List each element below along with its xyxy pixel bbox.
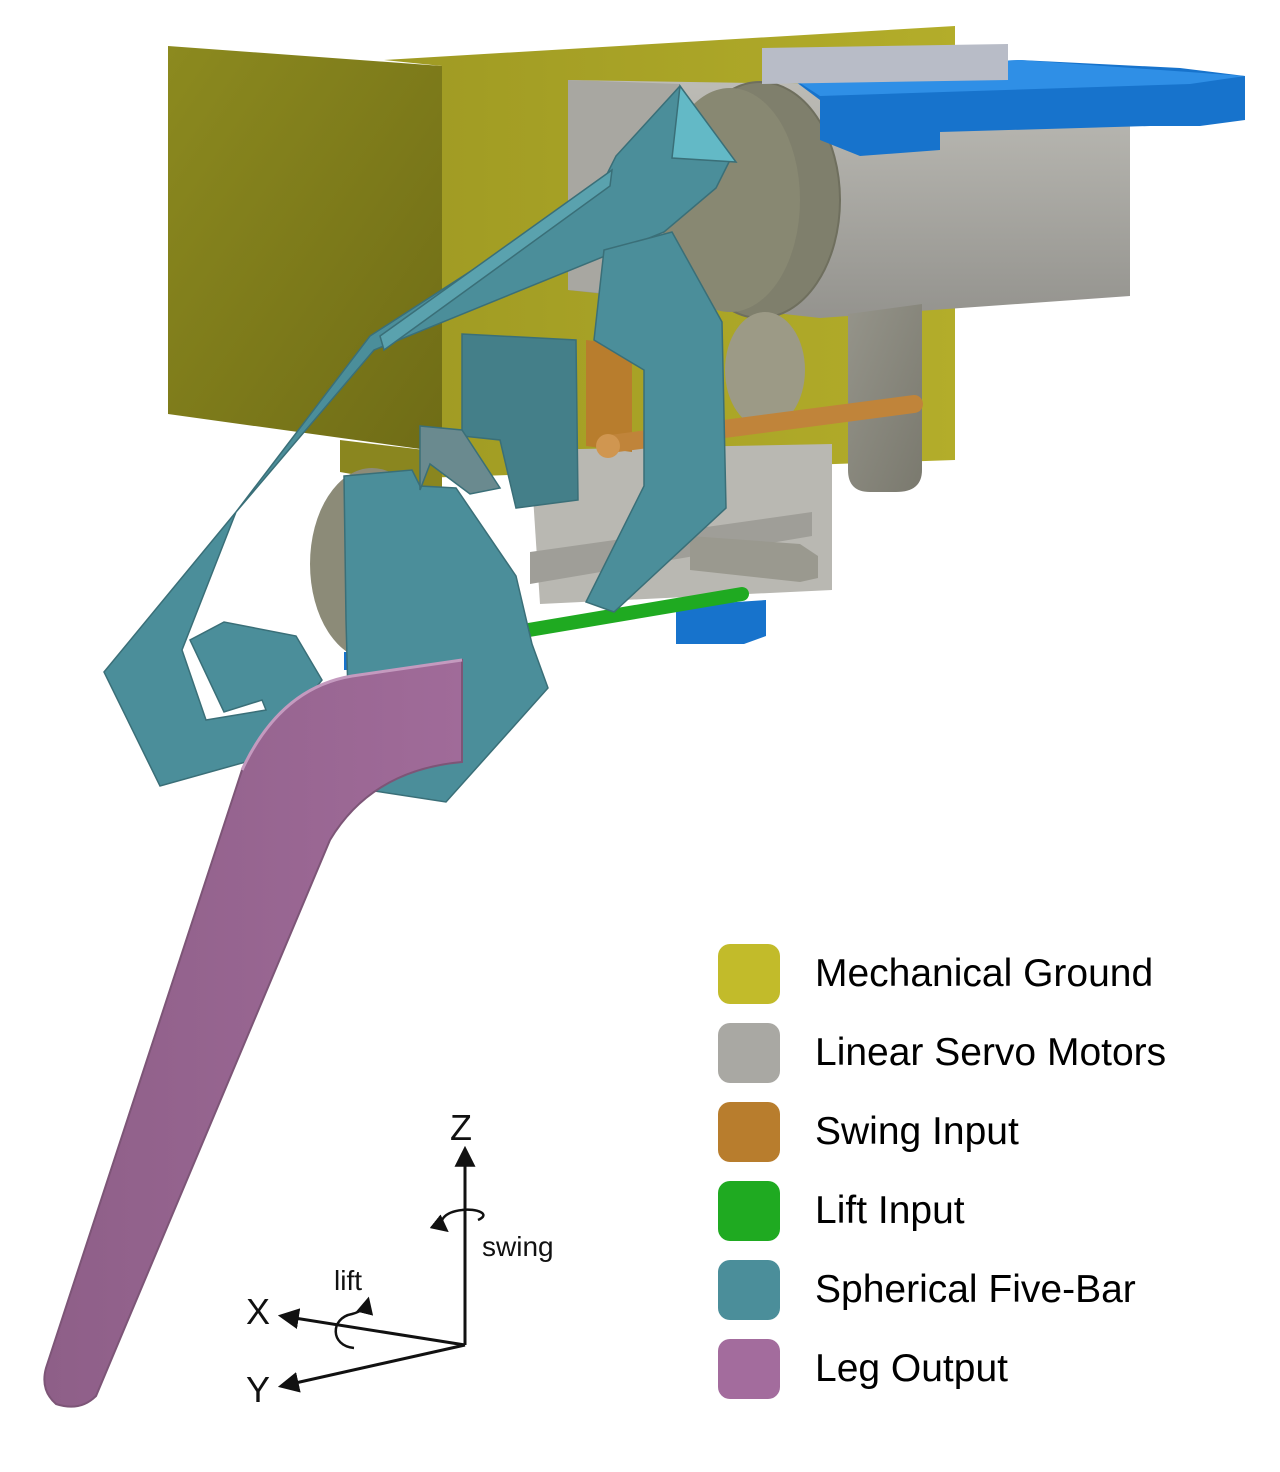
swing-label: swing <box>482 1231 554 1262</box>
coordinate-axes <box>246 1107 554 1410</box>
upper-bracket-plate <box>762 44 1008 84</box>
legend-item-spherical-five-bar <box>718 1250 1238 1329</box>
legend-label: Mechanical Ground <box>815 951 1154 995</box>
legend-label: Lift Input <box>815 1188 965 1232</box>
lift-label: lift <box>334 1265 362 1296</box>
swing-rod-end <box>596 434 620 458</box>
ground-front-face <box>168 46 442 452</box>
legend <box>718 934 1238 1408</box>
middle-servo-drum <box>725 312 805 428</box>
legend-item-swing-input <box>718 1092 1238 1171</box>
legend-swatch <box>718 1339 780 1399</box>
legend-swatch <box>718 944 780 1004</box>
legend-swatch <box>718 1181 780 1241</box>
swing-rotation-arrow <box>442 1210 484 1230</box>
legend-item-lift-input <box>718 1171 1238 1250</box>
legend-label: Spherical Five-Bar <box>815 1267 1136 1311</box>
legend-item-mechanical-ground <box>718 934 1238 1013</box>
z-axis-label: Z <box>450 1107 472 1148</box>
legend-item-linear-servo-motors <box>718 1013 1238 1092</box>
legend-swatch <box>718 1102 780 1162</box>
x-axis-label: X <box>246 1291 271 1332</box>
x-axis <box>282 1316 465 1345</box>
legend-swatch <box>718 1023 780 1083</box>
legend-label: Leg Output <box>815 1346 1008 1390</box>
y-axis-label: Y <box>246 1369 271 1410</box>
legend-label: Linear Servo Motors <box>815 1030 1167 1074</box>
legend-item-leg-output <box>718 1329 1238 1408</box>
y-axis <box>282 1345 465 1386</box>
legend-label: Swing Input <box>815 1109 1019 1153</box>
legend-swatch <box>718 1260 780 1320</box>
